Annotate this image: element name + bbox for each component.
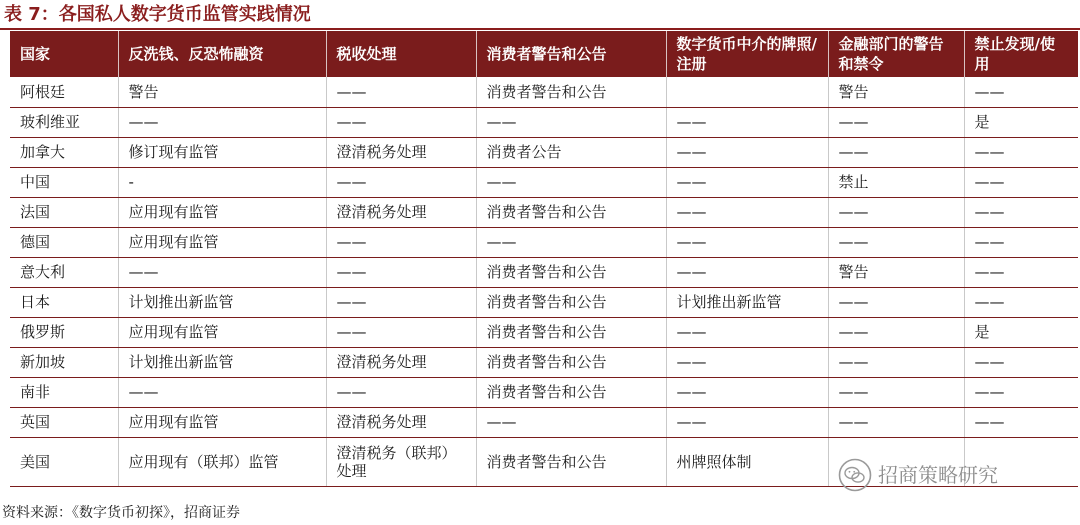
cell-tax: 澄清税务处理 (326, 347, 476, 377)
cell-licensing: —— (666, 347, 828, 377)
cell-tax: —— (326, 317, 476, 347)
cell-prohibit-use: —— (964, 227, 1078, 257)
cell-aml: 应用现有监管 (118, 407, 326, 437)
cell-country: 中国 (10, 167, 118, 197)
cell-aml: —— (118, 107, 326, 137)
cell-country: 法国 (10, 197, 118, 227)
table-row (10, 137, 1078, 167)
cell-country: 加拿大 (10, 137, 118, 167)
cell-aml: 计划推出新监管 (118, 347, 326, 377)
cell-licensing: 计划推出新监管 (666, 287, 828, 317)
cell-prohibit-use: —— (964, 167, 1078, 197)
cell-financial-ban: —— (828, 407, 964, 437)
header-aml: 反洗钱、反恐怖融资 (118, 31, 326, 77)
cell-consumer-warning: 消费者警告和公告 (476, 317, 666, 347)
cell-prohibit-use: —— (964, 347, 1078, 377)
cell-aml: 应用现有监管 (118, 227, 326, 257)
cell-tax: 澄清税务处理 (326, 137, 476, 167)
cell-country: 南非 (10, 377, 118, 407)
cell-prohibit-use: —— (964, 77, 1078, 107)
cell-prohibit-use: —— (964, 377, 1078, 407)
cell-country: 玻利维亚 (10, 107, 118, 137)
header-consumer-warning: 消费者警告和公告 (476, 31, 666, 77)
cell-prohibit-use: —— (964, 287, 1078, 317)
cell-prohibit-use: —— (964, 257, 1078, 287)
cell-country: 新加坡 (10, 347, 118, 377)
cell-consumer-warning: 消费者警告和公告 (476, 197, 666, 227)
cell-prohibit-use: 是 (964, 107, 1078, 137)
table-row (10, 257, 1078, 287)
header-country: 国家 (10, 31, 118, 77)
cell-financial-ban: —— (828, 377, 964, 407)
cell-consumer-warning: 消费者警告和公告 (476, 347, 666, 377)
cell-aml: —— (118, 257, 326, 287)
cell-aml: —— (118, 377, 326, 407)
table-row (10, 167, 1078, 197)
cell-aml: 应用现有监管 (118, 317, 326, 347)
header-row (10, 31, 1078, 77)
cell-financial-ban: —— (828, 227, 964, 257)
cell-financial-ban: 禁止 (828, 167, 964, 197)
cell-country: 英国 (10, 407, 118, 437)
cell-licensing: —— (666, 107, 828, 137)
cell-consumer-warning: 消费者警告和公告 (476, 287, 666, 317)
table-row (10, 287, 1078, 317)
header-tax: 税收处理 (326, 31, 476, 77)
table-header (10, 31, 1078, 77)
table-row (10, 227, 1078, 257)
cell-prohibit-use: —— (964, 197, 1078, 227)
watermark-text: 招商策略研究 (878, 463, 998, 487)
watermark (838, 458, 998, 492)
cell-licensing: —— (666, 377, 828, 407)
cell-licensing (666, 77, 828, 107)
cell-licensing: —— (666, 197, 828, 227)
table-row (10, 197, 1078, 227)
cell-tax: —— (326, 77, 476, 107)
cell-consumer-warning: —— (476, 167, 666, 197)
cell-licensing: —— (666, 167, 828, 197)
cell-prohibit-use: —— (964, 137, 1078, 167)
cell-licensing: —— (666, 257, 828, 287)
cell-country: 阿根廷 (10, 77, 118, 107)
cell-consumer-warning: 消费者警告和公告 (476, 437, 666, 486)
cell-country: 日本 (10, 287, 118, 317)
header-prohibit-use: 禁止发现/使用 (964, 31, 1078, 77)
table-title: 表 7：各国私人数字货币监管实践情况 (4, 4, 311, 25)
table-row (10, 77, 1078, 107)
cell-consumer-warning: 消费者警告和公告 (476, 377, 666, 407)
table-row (10, 317, 1078, 347)
title-divider (0, 28, 1080, 30)
cell-aml: - (118, 167, 326, 197)
cell-consumer-warning: —— (476, 407, 666, 437)
regulation-table (10, 31, 1078, 487)
wechat-icon (838, 458, 872, 492)
cell-country: 德国 (10, 227, 118, 257)
cell-aml: 修订现有监管 (118, 137, 326, 167)
cell-prohibit-use: —— (964, 407, 1078, 437)
cell-consumer-warning: 消费者公告 (476, 137, 666, 167)
cell-country: 意大利 (10, 257, 118, 287)
cell-licensing: —— (666, 317, 828, 347)
table-row (10, 347, 1078, 377)
cell-financial-ban: 警告 (828, 257, 964, 287)
cell-tax: —— (326, 377, 476, 407)
table-row (10, 407, 1078, 437)
cell-aml: 计划推出新监管 (118, 287, 326, 317)
cell-prohibit-use: 是 (964, 317, 1078, 347)
cell-tax: 澄清税务处理 (326, 197, 476, 227)
cell-licensing: —— (666, 227, 828, 257)
cell-financial-ban: —— (828, 197, 964, 227)
cell-financial-ban: —— (828, 347, 964, 377)
cell-consumer-warning: 消费者警告和公告 (476, 77, 666, 107)
cell-country: 美国 (10, 437, 118, 486)
cell-aml: 应用现有（联邦）监管 (118, 437, 326, 486)
cell-tax: —— (326, 257, 476, 287)
cell-aml: 警告 (118, 77, 326, 107)
cell-financial-ban: —— (828, 287, 964, 317)
header-financial-ban: 金融部门的警告和禁令 (828, 31, 964, 77)
header-licensing: 数字货币中介的牌照/注册 (666, 31, 828, 77)
cell-tax: 澄清税务处理 (326, 407, 476, 437)
source-note: 资料来源：《数字货币初探》，招商证券 (2, 505, 240, 521)
cell-financial-ban: —— (828, 317, 964, 347)
cell-consumer-warning: —— (476, 107, 666, 137)
cell-financial-ban: —— (828, 107, 964, 137)
cell-country: 俄罗斯 (10, 317, 118, 347)
cell-tax: —— (326, 287, 476, 317)
table-row (10, 107, 1078, 137)
cell-licensing: 州牌照体制 (666, 437, 828, 486)
cell-tax: —— (326, 167, 476, 197)
cell-licensing: —— (666, 137, 828, 167)
cell-financial-ban: —— (828, 137, 964, 167)
cell-tax: —— (326, 227, 476, 257)
cell-consumer-warning: —— (476, 227, 666, 257)
cell-tax: 澄清税务（联邦）处理 (326, 437, 476, 486)
cell-aml: 应用现有监管 (118, 197, 326, 227)
cell-licensing: —— (666, 407, 828, 437)
table-row (10, 377, 1078, 407)
cell-financial-ban: 警告 (828, 77, 964, 107)
table-body (10, 77, 1078, 486)
cell-consumer-warning: 消费者警告和公告 (476, 257, 666, 287)
cell-tax: —— (326, 107, 476, 137)
